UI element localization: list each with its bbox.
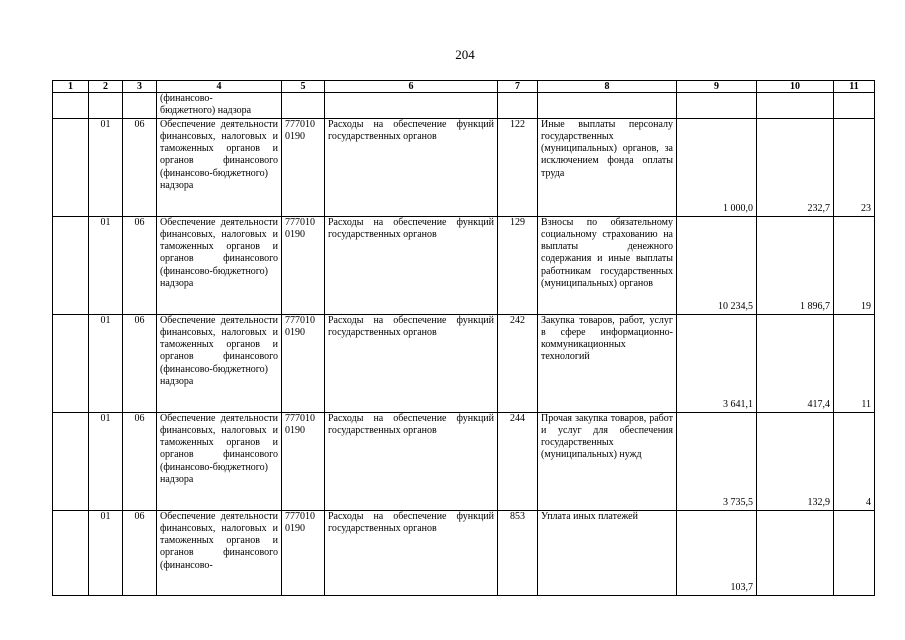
cell-section: 01 <box>89 118 123 216</box>
cell-executed: 1 896,7 <box>757 216 834 314</box>
cell-expense-name: Прочая закупка товаров, работ и услуг для обеспечения государственных (муниципальных) нужд <box>538 412 677 510</box>
cell-c1 <box>53 412 89 510</box>
cell-c1 <box>53 314 89 412</box>
cell-c1 <box>53 93 89 119</box>
col-header-2: 2 <box>89 81 123 93</box>
col-header-6: 6 <box>325 81 498 93</box>
table-row <box>53 216 875 314</box>
cell-section <box>89 93 123 119</box>
cell-subsection-name: (финансово- бюджетного) надзора <box>157 93 282 119</box>
cell-section: 01 <box>89 216 123 314</box>
cell-plan: 3 735,5 <box>677 412 757 510</box>
table-row <box>53 118 875 216</box>
cell-expense-type: 853 <box>498 510 538 595</box>
cell-target-code: 777010 0190 <box>282 314 325 412</box>
table-row <box>53 314 875 412</box>
cell-subsection: 06 <box>123 510 157 595</box>
col-header-7: 7 <box>498 81 538 93</box>
col-header-1: 1 <box>53 81 89 93</box>
cell-target-name: Расходы на обеспечение функций государственных органов <box>325 412 498 510</box>
cell-target-name: Расходы на обеспечение функций государственных органов <box>325 118 498 216</box>
cell-target-name: Расходы на обеспечение функций государственных органов <box>325 510 498 595</box>
col-header-8: 8 <box>538 81 677 93</box>
cell-expense-name: Закупка товаров, работ, услуг в сфере информационно-коммуникационных технологий <box>538 314 677 412</box>
col-header-3: 3 <box>123 81 157 93</box>
table-row <box>53 93 875 119</box>
cell-expense-type: 242 <box>498 314 538 412</box>
cell-executed <box>757 510 834 595</box>
cell-expense-name: Уплата иных платежей <box>538 510 677 595</box>
cell-section: 01 <box>89 314 123 412</box>
cell-expense-name <box>538 93 677 119</box>
cell-c1 <box>53 216 89 314</box>
cell-expense-type: 122 <box>498 118 538 216</box>
page-number: 204 <box>455 47 475 62</box>
cell-percent: 19 <box>834 216 875 314</box>
cell-percent: 11 <box>834 314 875 412</box>
cell-c1 <box>53 510 89 595</box>
cell-executed: 132,9 <box>757 412 834 510</box>
col-header-11: 11 <box>834 81 875 93</box>
cell-subsection-name: Обеспечение деятельности финансовых, налоговых и таможенных органов и органов финансового (финансово-бюджетного) надзора <box>157 314 282 412</box>
table-row <box>53 510 875 595</box>
cell-target-code: 777010 0190 <box>282 510 325 595</box>
cell-target-code <box>282 93 325 119</box>
cell-executed: 417,4 <box>757 314 834 412</box>
cell-subsection-name: Обеспечение деятельности финансовых, налоговых и таможенных органов и органов финансового (финансово-бюджетного) надзора <box>157 118 282 216</box>
cell-target-name <box>325 93 498 119</box>
col-header-5: 5 <box>282 81 325 93</box>
table-row <box>53 412 875 510</box>
cell-subsection-name: Обеспечение деятельности финансовых, налоговых и таможенных органов и органов финансового (финансово- <box>157 510 282 595</box>
col-header-9: 9 <box>677 81 757 93</box>
cell-expense-type <box>498 93 538 119</box>
cell-plan: 3 641,1 <box>677 314 757 412</box>
cell-expense-type: 129 <box>498 216 538 314</box>
cell-plan: 10 234,5 <box>677 216 757 314</box>
cell-executed: 232,7 <box>757 118 834 216</box>
cell-plan: 103,7 <box>677 510 757 595</box>
cell-percent: 23 <box>834 118 875 216</box>
budget-table <box>52 80 875 596</box>
cell-target-code: 777010 0190 <box>282 412 325 510</box>
cell-target-code: 777010 0190 <box>282 216 325 314</box>
cell-target-name: Расходы на обеспечение функций государственных органов <box>325 314 498 412</box>
col-header-10: 10 <box>757 81 834 93</box>
cell-subsection: 06 <box>123 412 157 510</box>
cell-target-code: 777010 0190 <box>282 118 325 216</box>
cell-subsection: 06 <box>123 118 157 216</box>
cell-c1 <box>53 118 89 216</box>
cell-subsection-name: Обеспечение деятельности финансовых, налоговых и таможенных органов и органов финансового (финансово-бюджетного) надзора <box>157 216 282 314</box>
cell-expense-name: Взносы по обязательному социальному страхованию на выплаты денежного содержания и иные выплаты работникам государственных (муниципальных) органов <box>538 216 677 314</box>
cell-percent <box>834 510 875 595</box>
cell-subsection <box>123 93 157 119</box>
cell-subsection: 06 <box>123 216 157 314</box>
cell-percent: 4 <box>834 412 875 510</box>
cell-executed <box>757 93 834 119</box>
cell-section: 01 <box>89 510 123 595</box>
cell-section: 01 <box>89 412 123 510</box>
col-header-4: 4 <box>157 81 282 93</box>
cell-plan: 1 000,0 <box>677 118 757 216</box>
cell-expense-name: Иные выплаты персоналу государственных (муниципальных) органов, за исключением фонда оплаты труда <box>538 118 677 216</box>
cell-percent <box>834 93 875 119</box>
cell-target-name: Расходы на обеспечение функций государственных органов <box>325 216 498 314</box>
cell-subsection-name: Обеспечение деятельности финансовых, налоговых и таможенных органов и органов финансового (финансово-бюджетного) надзора <box>157 412 282 510</box>
cell-plan <box>677 93 757 119</box>
cell-subsection: 06 <box>123 314 157 412</box>
cell-expense-type: 244 <box>498 412 538 510</box>
header-row <box>53 81 875 93</box>
